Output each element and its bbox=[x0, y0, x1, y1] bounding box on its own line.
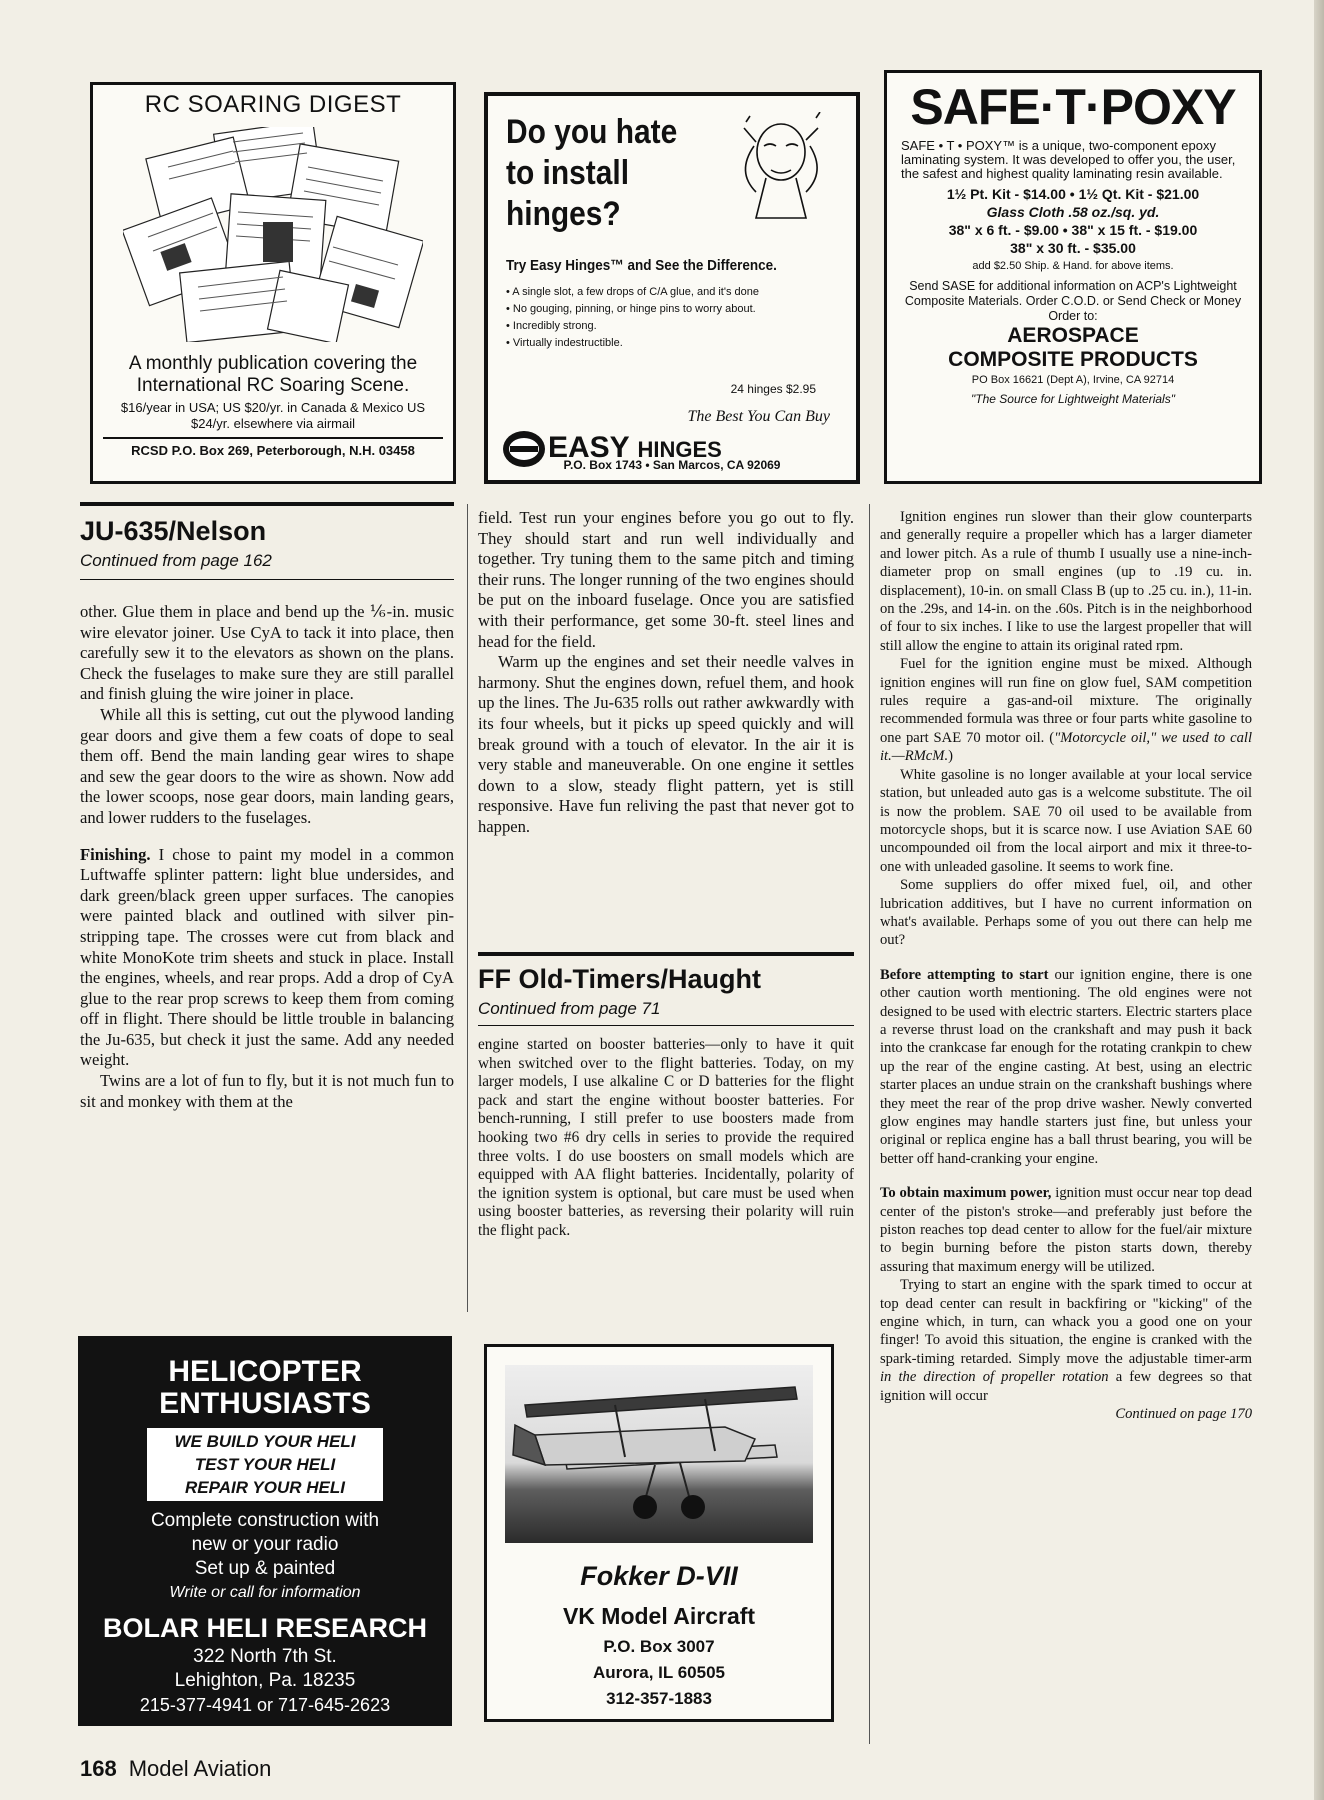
ad-order-info: Send SASE for additional information on ACP's Lightweight Composite Materials. Order C.O.D. or Send Check or Money Order to: bbox=[904, 279, 1242, 323]
newsletter-collage-image bbox=[123, 127, 423, 342]
ad-pobox: P.O. Box 3007 bbox=[603, 1637, 715, 1656]
paragraph bbox=[880, 1184, 1252, 1276]
paragraph: Ignition engines run slower than their glow counterparts and generally require a propeller which has a larger diameter and lower pitch. As a rule of thumb I usually use a nine-inch-diameter prop on small engines (up to .19 cu. in. displacement), 10-in. on small Class B (up to .25 cu. in.), 11-in. on the .29s, and 14-in. on the .60s. Pitch is in the neighborhood of four to six inches. I like to use the largest propeller that will still allow the engine to attain its original rated rpm. bbox=[880, 509, 1252, 654]
ad-tagline: Try Easy Hinges™ and See the Difference. bbox=[506, 257, 777, 274]
ad-company-name: VK Model Aircraft bbox=[562, 1603, 756, 1629]
paragraph: White gasoline is no longer available at your local service station, but unleaded auto gas is a welcome substitute. The oil is now the problem. SAE 70 oil used to be available from motorcycle shops, but it is scarce now. I use Aviation SAE 60 uncompounded oil from the local airport and mix it three-to-one with unleaded gasoline. It seems to work fine. bbox=[880, 766, 1252, 875]
paragraph: field. Test run your engines before you go out to fly. They should start and run well individually and together. Try tuning them to the same pitch and timing their runs. The longer running of the two engines should be put on the inboard fuselage. Once you are satisfied with their performance, get some 30-ft. steel lines and head for the field. bbox=[478, 508, 854, 651]
article-column-2 bbox=[478, 508, 854, 838]
price-line: 1½ Pt. Kit - $14.00 • 1½ Qt. Kit - $21.00 bbox=[946, 186, 1200, 202]
ad-call-to-action: Write or call for information bbox=[169, 1584, 361, 1601]
paragraph bbox=[880, 966, 1252, 1168]
feature-item: • Incredibly strong. bbox=[506, 320, 597, 332]
paragraph-lead: Before attempting to start bbox=[880, 966, 1049, 983]
ad-services-box bbox=[147, 1428, 383, 1501]
ad-city: Aurora, IL 60505 bbox=[593, 1663, 725, 1682]
paragraph bbox=[80, 845, 454, 1072]
ad-phone: 312-357-1883 bbox=[606, 1689, 712, 1708]
paragraph: While all this is setting, cut out the plywood landing gear doors and give them a few coats of dope to seal them off. Bend the main landing gear wires to shape and sew the gear doors to the wire as shown. Now add the lower scoops, nose gear doors, main landing gears, and lower rudders to the fuselages. bbox=[80, 704, 454, 827]
feature-item: • No gouging, pinning, or hinge pins to worry about. bbox=[506, 303, 756, 315]
service-line: TEST YOUR HELI bbox=[194, 1455, 336, 1474]
ad-safe-t-poxy bbox=[884, 70, 1262, 484]
brand-word-easy: EASY bbox=[548, 431, 630, 464]
ad-phone: 215-377-4941 or 717-645-2623 bbox=[139, 1695, 391, 1715]
ad-vk-model-aircraft bbox=[462, 1336, 856, 1726]
article-continued-from: Continued from page 71 bbox=[478, 999, 661, 1018]
continued-on-page: Continued on page 170 bbox=[1115, 1406, 1252, 1423]
column-divider bbox=[869, 504, 870, 1744]
paragraph bbox=[880, 655, 1252, 765]
paragraph-lead: To obtain maximum power, bbox=[880, 1185, 1052, 1202]
paragraph-body: Trying to start an engine with the spark timed to occur at top dead center can result in backfiring or "kicking" of the engine which, in turn, can whack you a good one on your finger! To avoid this situation, the engine is cranked with the spark-timing retarded. Simply move the adjustable timer-arm bbox=[880, 1277, 1252, 1367]
service-line: REPAIR YOUR HELI bbox=[185, 1478, 345, 1497]
shipping-note: add $2.50 Ship. & Hand. for above items. bbox=[972, 260, 1174, 272]
ad-text-line: Complete construction with bbox=[150, 1510, 380, 1531]
editor-note: "Motorcycle oil," we used to call it.—RMcM. bbox=[880, 729, 1252, 765]
paragraph-body: Fuel for the ignition engine must be mixed. Although ignition engines will run fine on glow fuel, SAM competition rules require a gas-and-oil mixture. The originally recommended formula was three or four parts white gasoline to one part SAE 70 motor oil. ( bbox=[880, 656, 1252, 746]
service-line: WE BUILD YOUR HELI bbox=[174, 1432, 356, 1451]
ad-city: Lehighton, Pa. 18235 bbox=[174, 1670, 356, 1691]
article-title: JU-635/Nelson bbox=[80, 516, 267, 546]
ad-title: RC SOARING DIGEST bbox=[144, 91, 402, 118]
fokker-biplane-photo bbox=[505, 1365, 813, 1543]
ad-rc-soaring-digest bbox=[90, 82, 456, 484]
article-column-3 bbox=[880, 508, 1252, 1424]
ad-product-name: Fokker D-VII bbox=[580, 1561, 738, 1591]
ad-headline-line-1: Do you hate bbox=[506, 113, 678, 151]
ad-price: 24 hinges $2.95 bbox=[730, 382, 816, 396]
ad-frame bbox=[484, 1344, 834, 1722]
heading-rule bbox=[80, 579, 454, 580]
paragraph: other. Glue them in place and bend up the ⅙-in. music wire elevator joiner. Use CyA to tack it into place, then carefully sew it to the elevators as shown on the plans. Check the fuselages to make sure they are still parallel and finish gluing the wire joiner in place. bbox=[80, 602, 454, 704]
paragraph bbox=[880, 1276, 1252, 1405]
page-footer bbox=[80, 1756, 271, 1782]
ad-address: PO Box 16621 (Dept A), Irvine, CA 92714 bbox=[971, 374, 1175, 386]
biplane-icon bbox=[505, 1365, 813, 1543]
feature-item: • A single slot, a few drops of C/A glue, and it's done bbox=[506, 286, 759, 298]
ad-logo: SAFE·T·POXY bbox=[910, 79, 1236, 135]
price-line: 38" x 6 ft. - $9.00 • 38" x 15 ft. - $19.00 bbox=[948, 222, 1198, 238]
ad-address: P.O. Box 1743 • San Marcos, CA 92069 bbox=[563, 458, 781, 472]
ad-feature-list bbox=[506, 284, 838, 352]
paragraph-body: our ignition engine, there is one other caution worth mentioning. The old engines were not designed to be used with electric starters. Electric starters place a reverse thrust load on the crankshaft and may push it back into the crankcase far enough for the rotating crankpin to chew up the rear of the engine casting. At best, using an electric starter places an undue strain on the crankshaft bushings where they meet the rear of the prop drive washer. Newly converted glow engines may handle starters just fine, but unless your original or replica engine has a ball thrust bearing, you will be better off hand-cranking your engine. bbox=[880, 966, 1252, 1167]
ad-bolar-heli-research bbox=[78, 1336, 452, 1726]
article-header-ju-635 bbox=[80, 502, 454, 580]
ad-company-name: BOLAR HELI RESEARCH bbox=[102, 1613, 427, 1643]
article-column-1 bbox=[80, 602, 454, 1112]
ad-price-list bbox=[901, 185, 1245, 275]
ad-slogan: The Best You Can Buy bbox=[687, 408, 830, 425]
column-divider bbox=[467, 504, 468, 1312]
ad-pricing: $16/year in USA; US $20/yr. in Canada & Mexico US $24/yr. elsewhere via airmail bbox=[120, 400, 426, 431]
paragraph: Warm up the engines and set their needle valves in harmony. Shut the engines down, refuel them, and hook up the lines. The Ju-635 rolls out rather awkwardly with its four wheels, but it picks up speed quickly and will break ground with a touch of elevator. In the air it is very stable and maneuverable. On one engine it settles down to a slow, steady flight pattern, yet is still responsive. Have fun reliving the past that never got to happen. bbox=[478, 652, 854, 836]
article-header-ff-old-timers bbox=[478, 952, 854, 1026]
ad-text-line: new or your radio bbox=[191, 1534, 339, 1555]
paragraph-end: ) bbox=[948, 748, 953, 765]
price-line: 38" x 30 ft. - $35.00 bbox=[1010, 240, 1136, 256]
heading-rule bbox=[478, 952, 854, 956]
paragraph-body: ignition must occur near top dead center of the piston's stroke—and preferably just before the piston reaches top dead center to allow for the fuel/air mixture to begin burning before the piston starts down, thereby assuring that maximum energy will be utilized. bbox=[880, 1185, 1252, 1275]
page-edge bbox=[1314, 0, 1324, 1800]
ad-street: 322 North 7th St. bbox=[193, 1646, 337, 1667]
ad-address: RCSD P.O. Box 269, Peterborough, N.H. 03458 bbox=[103, 437, 443, 458]
ad-description: SAFE • T • POXY™ is a unique, two-component epoxy laminating system. It was developed to offer you, the user, the safest and highest quality laminating resin available. bbox=[901, 138, 1236, 181]
paragraph-lead: Finishing. bbox=[80, 844, 151, 864]
brand-word-hinges: HINGES bbox=[637, 437, 722, 462]
feature-item: • Virtually indestructible. bbox=[506, 337, 623, 349]
article-title: FF Old-Timers/Haught bbox=[478, 964, 762, 994]
frustrated-man-illustration bbox=[726, 112, 836, 242]
ad-slogan: "The Source for Lightweight Materials" bbox=[971, 392, 1175, 406]
ad-headline-line-3: hinges? bbox=[506, 195, 621, 233]
paragraph: Twins are a lot of fun to fly, but it is not much fun to sit and monkey with them at the bbox=[80, 1071, 454, 1111]
ad-company-line-1: AEROSPACE bbox=[1007, 324, 1139, 347]
price-line: Glass Cloth .58 oz./sq. yd. bbox=[986, 204, 1160, 220]
paragraph-body: I chose to paint my model in a common Luftwaffe splinter pattern: light blue undersides, and dark green/black green upper surfaces. The canopies were painted black and outlined with silver pin-stripping tape. The crosses were cut from black and white MonoKote trim sheets and stuck in place. Install the engines, wheels, and rear props. Add a drop of CyA glue to the rear prop screws to keep them from coming off in flight. There should be little trouble in balancing the Ju-635, but check it just the same. Add any needed weight. bbox=[80, 844, 454, 1070]
magazine-name: Model Aviation bbox=[128, 1756, 272, 1781]
ad-easy-hinges bbox=[484, 92, 860, 484]
ad-title-line-2: ENTHUSIASTS bbox=[159, 1387, 371, 1420]
paragraph: Some suppliers do offer mixed fuel, oil, and other lubrication additives, but I have no current information on what's available. Perhaps some of you out there can help me out? bbox=[880, 877, 1252, 949]
paragraph-emphasis: in the direction of propeller rotation bbox=[880, 1369, 1109, 1386]
heading-rule bbox=[80, 502, 454, 506]
heading-rule bbox=[478, 1025, 854, 1026]
ad-text-line: Set up & painted bbox=[194, 1558, 336, 1579]
ad-headline-line-2: to install bbox=[506, 154, 630, 192]
article-continued-from: Continued from page 162 bbox=[80, 551, 272, 570]
paragraph-end: a few degrees so that ignition will occur bbox=[880, 1369, 1252, 1404]
ad-title-line-1: HELICOPTER bbox=[168, 1355, 362, 1388]
article-column-2-continued bbox=[478, 1036, 854, 1241]
paragraph: engine started on booster batteries—only to have it quit when switched over to the flight batteries. Today, on my larger models, I use alkaline C or D batteries for the flight pack and start the engine without booster batteries. For bench-running, I still prefer to use boosters made from hooking two #6 dry cells in series to provide the required three volts. I do use boosters on small models which are equipped with AA flight batteries. Incidentally, polarity of the ignition system is optional, but care must be used when using booster batteries, as reversing their polarity will ruin the flight pack. bbox=[478, 1036, 854, 1239]
page-number: 168 bbox=[80, 1756, 117, 1781]
ad-description: A monthly publication covering the International RC Soaring Scene. bbox=[128, 353, 418, 396]
ad-company-line-2: COMPOSITE PRODUCTS bbox=[948, 348, 1198, 371]
